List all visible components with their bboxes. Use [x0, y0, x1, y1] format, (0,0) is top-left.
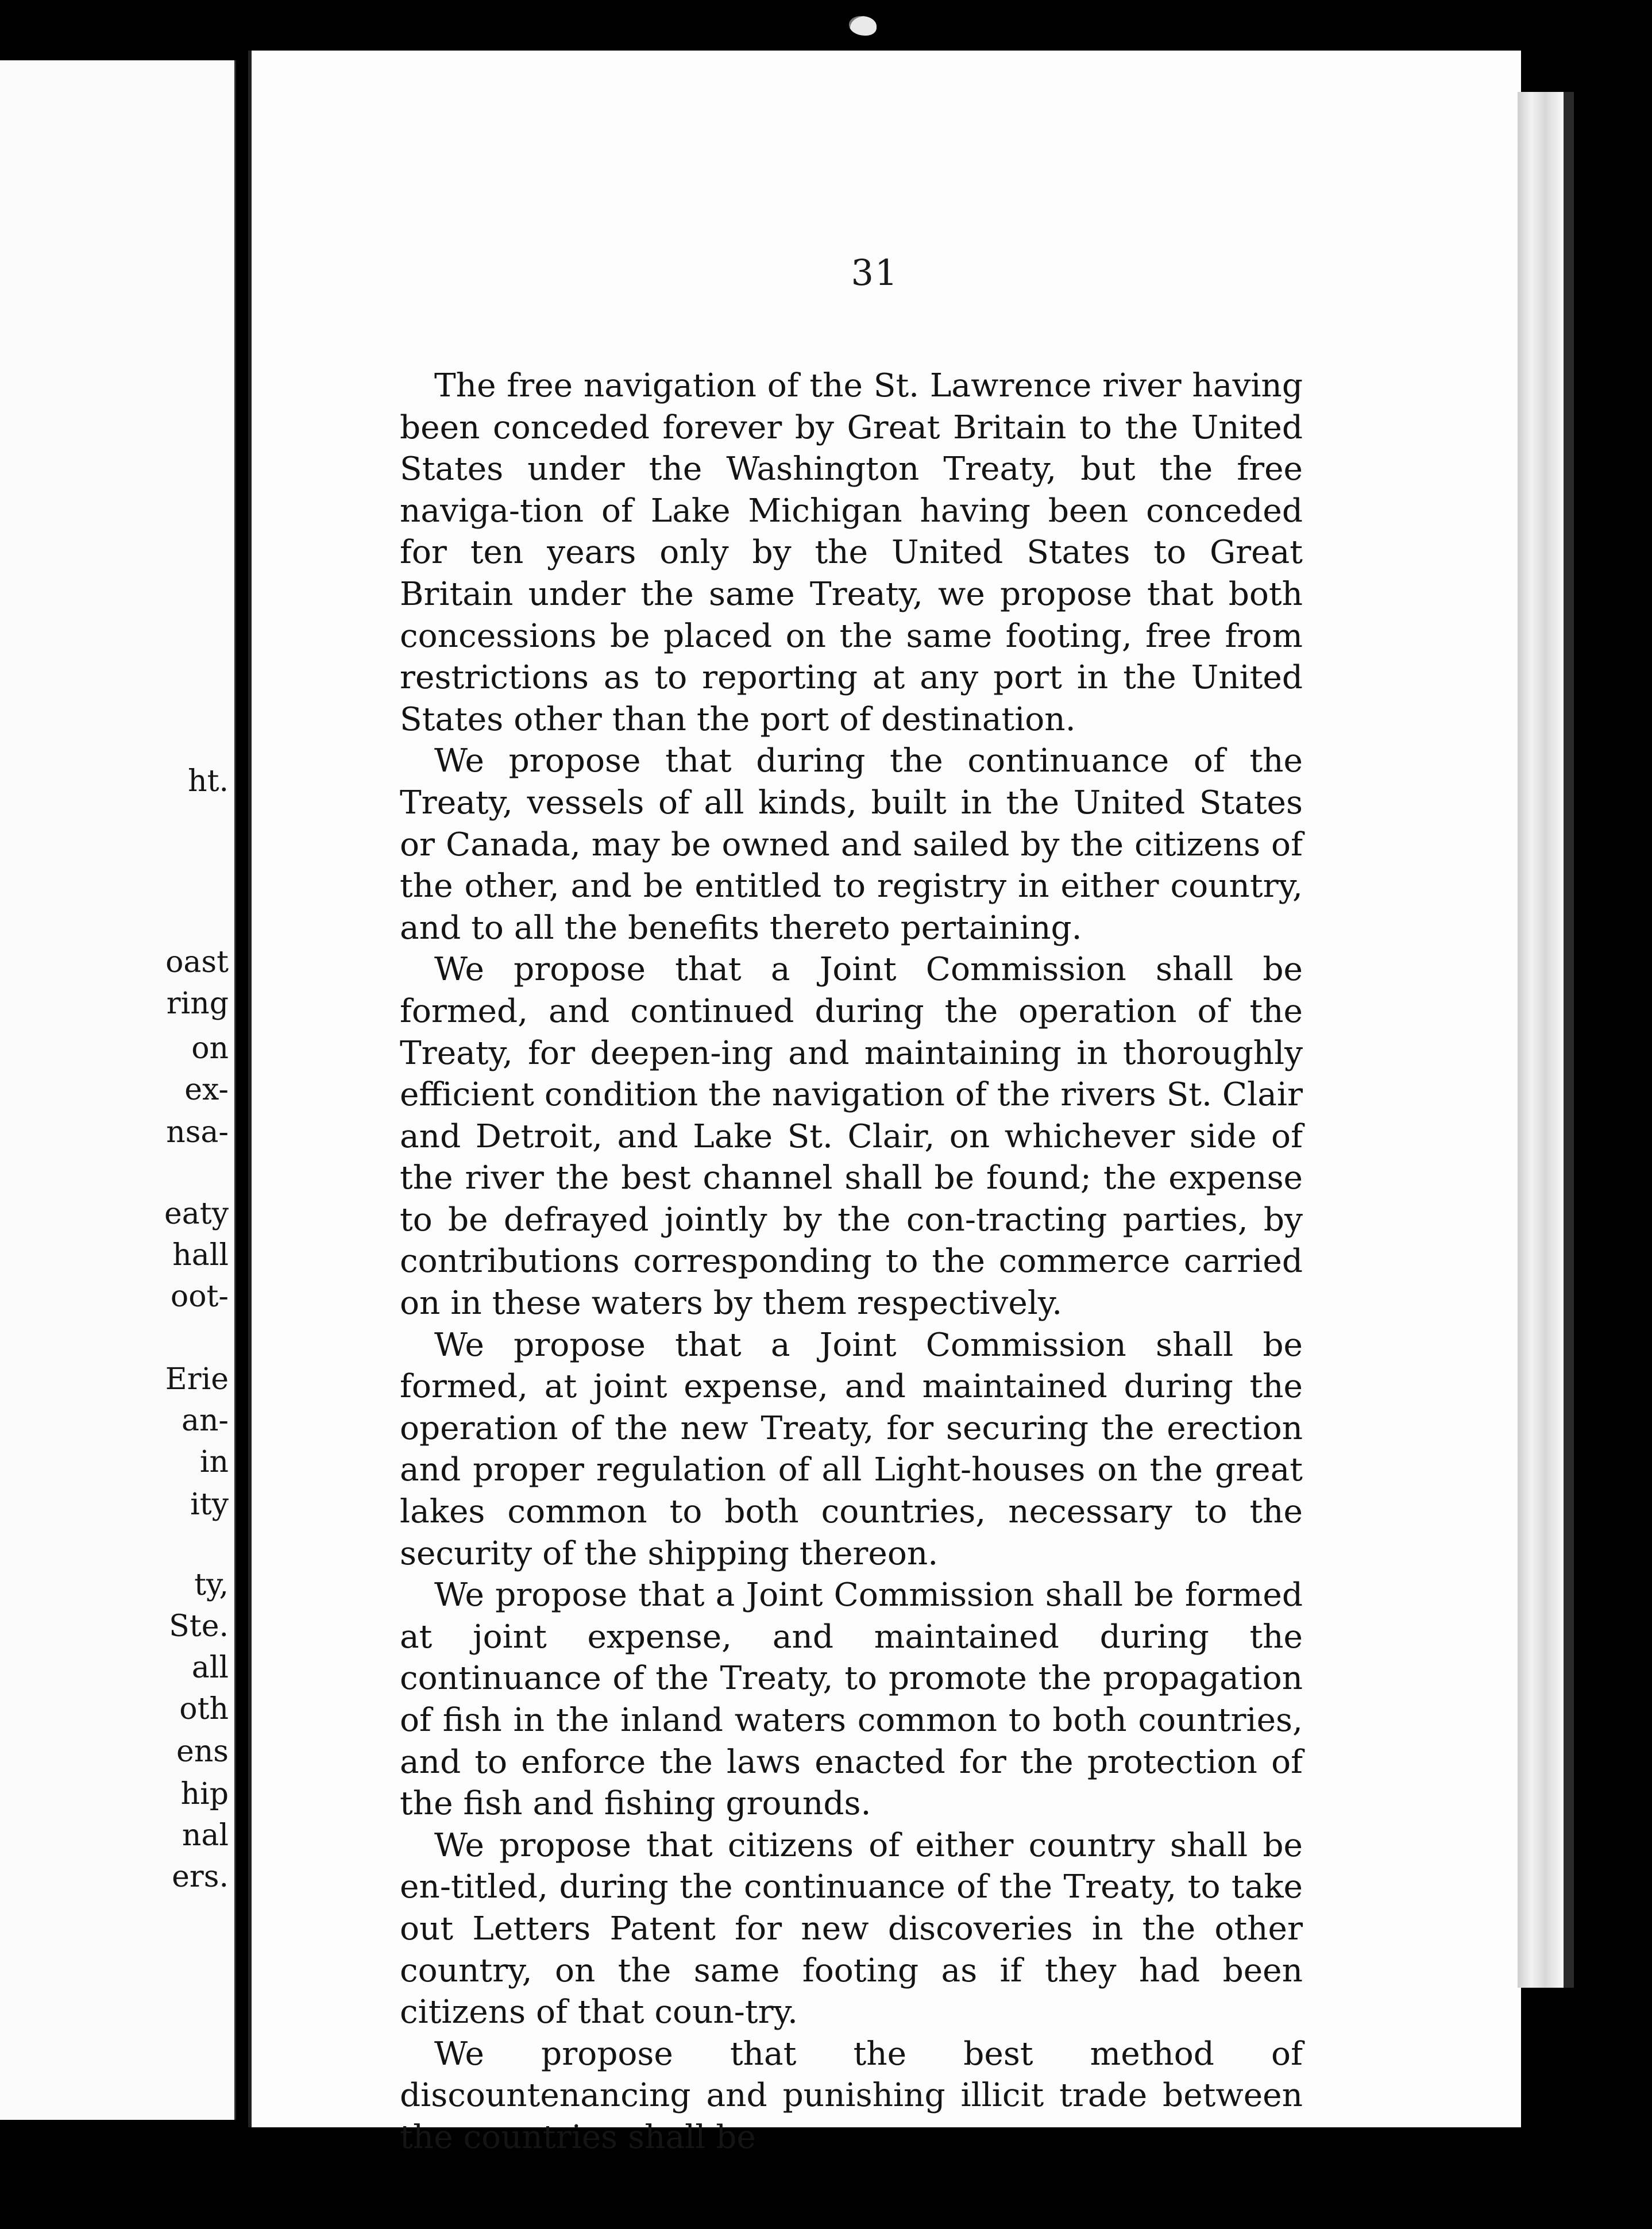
margin-fragment: oot- [170, 1279, 229, 1314]
page-edge-shadow [1564, 92, 1574, 1988]
margin-fragment: Erie [165, 1362, 229, 1397]
book-page [248, 51, 1521, 2156]
margin-fragment: ers. [172, 1860, 229, 1894]
margin-fragment: eaty [164, 1197, 229, 1231]
margin-fragment: ring [166, 986, 229, 1021]
margin-fragment: hall [172, 1238, 229, 1272]
facing-page-left [0, 60, 236, 2120]
margin-fragment: oast [165, 945, 229, 979]
margin-fragment: ht. [188, 764, 229, 799]
paragraph-vessels: We propose that during the continuance of the Treaty, vessels of all kinds, built in the United States or Canada, may be owned and sailed by the citizens of the other, and be entitled to registry in either country, and to all the benefits thereto pertaining. [400, 742, 1303, 947]
margin-fragment: ity [190, 1487, 229, 1522]
paragraph-navigation: The free navigation of the St. Lawrence river having been conceded forever by Great Britain to the United States under the Washington Treaty, but the free naviga-tion of Lake Michigan having been conceded for ten years only by the United States to Great Britain under the same Treaty, we propose that both concessions be placed on the same footing, free from restrictions as to reporting at any port in the United States other than the port of destination. [400, 367, 1303, 738]
margin-fragment: ex- [184, 1073, 229, 1107]
paragraph-letters-patent: We propose that citizens of either country shall be en-titled, during the continuance of the Treaty, to take out Letters Patent for new discoveries in the other country, on the same footing as if they had been citizens of that coun-try. [400, 1826, 1303, 2031]
paragraph-illicit-trade: We propose that the best method of discountenancing and punishing illicit trade between the countries shall be [400, 2035, 1303, 2156]
margin-fragment: hip [180, 1777, 229, 1811]
margin-fragment: nal [182, 1818, 229, 1853]
paragraph-light-houses: We propose that a Joint Commission shall be formed, at joint expense, and maintained during the operation of the new Treaty, for securing the erection and proper regulation of all Light-houses on the great lakes common to both countries, necessary to the security of the shipping thereon. [400, 1326, 1303, 1572]
page-body [400, 365, 1303, 2159]
margin-fragment: an- [181, 1403, 229, 1438]
margin-fragment: oth [179, 1692, 229, 1726]
scan-speck [849, 16, 877, 36]
margin-fragment: Ste. [169, 1609, 229, 1644]
margin-fragment: ens [176, 1734, 229, 1769]
page-number: 31 [851, 252, 899, 294]
page-edge [1518, 92, 1564, 1988]
margin-fragment: all [191, 1650, 229, 1685]
margin-fragment: nsa- [166, 1115, 229, 1150]
paragraph-st-clair-commission: We propose that a Joint Commission shall be formed, and continued during the operation of the Treaty, for deepen-ing and maintaining in thoroughly efficient condition the navigation of the rivers St. Clair and Detroit, and Lake St. Clair, on whichever side of the river the best channel shall be found; the expense to be defrayed jointly by the con-tracting parties, by contributions corresponding to the commerce carried on in these waters by them respectively. [400, 951, 1303, 1322]
margin-fragment: in [199, 1445, 229, 1479]
paragraph-fisheries: We propose that a Joint Commission shall be formed at joint expense, and maintained during the continuance of the Treaty, to promote the propagation of fish in the inland waters common to both countries, and to enforce the laws enacted for the protection of the fish and fishing grounds. [400, 1576, 1303, 1823]
margin-fragment: ty, [194, 1568, 229, 1602]
margin-fragment: on [191, 1031, 229, 1066]
